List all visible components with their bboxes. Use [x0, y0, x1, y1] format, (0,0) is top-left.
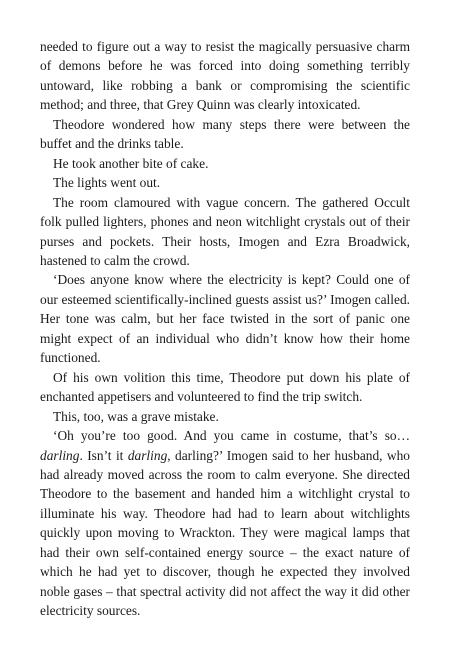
- text-run: . Isn’t it: [79, 447, 128, 463]
- paragraph-p6: [40, 368, 410, 407]
- paragraph-p5: [40, 270, 410, 367]
- text-run: , darling?’ Imogen said to her husband, who had already moved across the room to calm everyone. She directed Theodore to the basement and handed him a witchlight crystal to illuminate his way. Theodore had had to learn about witchlights quickly upon moving to Wrackton. They were magical lamps that had their own self-contained energy source – the exact nature of which he had yet to discover, though he expected they involved noble gases – that spectral activity did not affect the way it did other electricity sources.: [40, 447, 410, 619]
- paragraph-p7: [40, 407, 410, 426]
- text-run: The room clamoured with vague concern. The gathered Occult folk pulled lighters, phones and neon witchlight crystals out of their purses and pockets. Their hosts, Imogen and Ezra Broadwick, hastened to calm the crowd.: [40, 194, 410, 268]
- emphasis-text: darling: [40, 447, 80, 463]
- paragraph-p4: [40, 193, 410, 271]
- paragraph-p2: [40, 154, 410, 173]
- text-run: Theodore wondered how many steps there were between the buffet and the drinks table.: [40, 116, 410, 152]
- paragraph-p1: [40, 115, 410, 154]
- book-page: [40, 37, 410, 621]
- text-run: Of his own volition this time, Theodore put down his plate of enchanted appetisers and volunteered to find the trip switch.: [40, 369, 410, 405]
- text-run: He took another bite of cake.: [53, 155, 209, 171]
- text-run: The lights went out.: [53, 175, 161, 191]
- paragraph-p8: [40, 426, 410, 621]
- text-run: This, too, was a grave mistake.: [53, 408, 219, 424]
- emphasis-text: darling: [127, 447, 168, 463]
- text-run: ‘Oh you’re too good. And you came in costume, that’s so…: [53, 428, 410, 444]
- text-run: needed to figure out a way to resist the magically persuasive charm of demons before he was forced into doing something terribly untoward, like robbing a bank or compromising the scientific method; and three, that Grey Quinn was clearly intoxicated.: [40, 39, 410, 113]
- text-run: ‘Does anyone know where the electricity is kept? Could one of our esteemed scientifically-inclined guests assist us?’ Imogen called. Her tone was calm, but her face twisted in the sort of panic one might expect of an individual who didn’t know how their home functioned.: [40, 272, 410, 366]
- paragraph-p0: [40, 37, 410, 115]
- paragraph-p3: [40, 173, 410, 192]
